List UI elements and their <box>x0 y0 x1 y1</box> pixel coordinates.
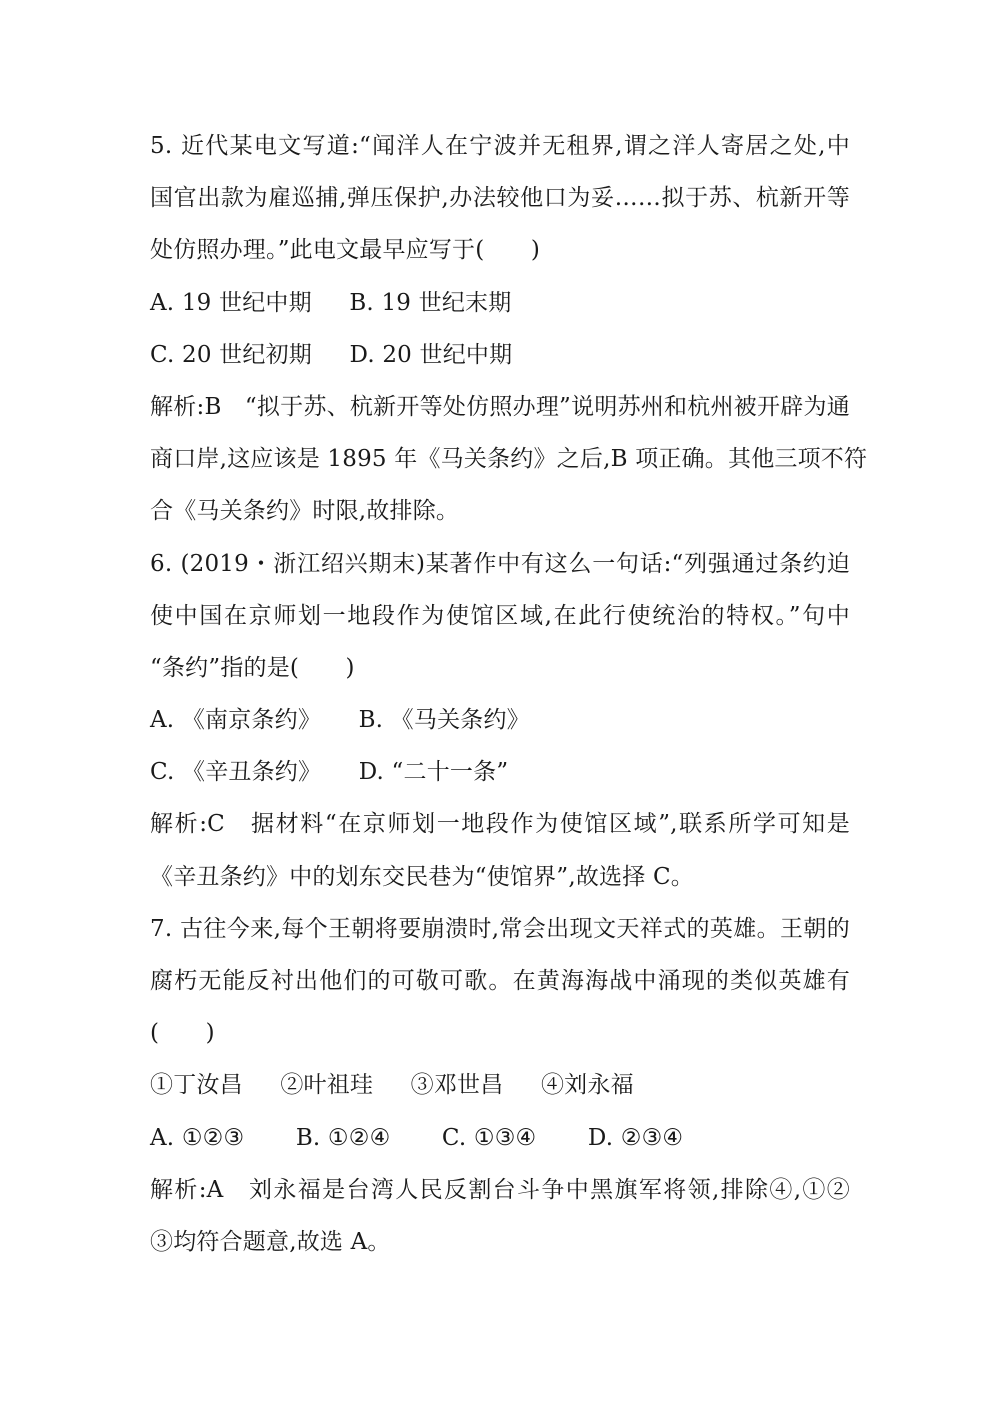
question-stem-line: 6. (2019・浙江绍兴期末)某著作中有这么一句话:“列强通过条约迫 <box>150 550 850 577</box>
question-6 <box>150 538 850 903</box>
item-4: ④刘永福 <box>540 1072 634 1099</box>
question-stem-line: 7. 古往今来,每个王朝将要崩溃时,常会出现文天祥式的英雄。王朝的 <box>150 915 850 942</box>
question-stem-line: “条约”指的是( ) <box>150 654 355 681</box>
option-c: C. 20 世纪初期 <box>150 341 312 368</box>
options-row <box>150 746 850 798</box>
item-1: ①丁汝昌 <box>150 1072 243 1099</box>
option-d: D. ②③④ <box>587 1124 684 1151</box>
question-stem-line: 使中国在京师划一地段作为使馆区域,在此行使统治的特权。”句中 <box>150 602 850 629</box>
options-row <box>150 694 850 746</box>
options-row <box>150 277 850 329</box>
option-a: A. 《南京条约》 <box>150 707 322 734</box>
analysis-line: ③均符合题意,故选 A。 <box>150 1228 391 1255</box>
option-b: B. 19 世纪末期 <box>349 289 512 316</box>
option-c: C. 《辛丑条约》 <box>150 759 322 786</box>
analysis-line: 解析:C 据材料“在京师划一地段作为使馆区域”,联系所学可知是 <box>150 811 850 838</box>
item-2: ②叶祖珪 <box>280 1072 374 1099</box>
option-d: D. 20 世纪中期 <box>349 341 513 368</box>
document-page <box>150 120 868 1268</box>
option-b: B. ①②④ <box>295 1124 391 1151</box>
question-7 <box>150 903 850 1268</box>
question-stem-line: 5. 近代某电文写道:“闻洋人在宁波并无租界,谓之洋人寄居之处,中 <box>150 133 850 159</box>
analysis-line: 解析:A 刘永福是台湾人民反割台斗争中黑旗军将领,排除④,①② <box>150 1176 850 1203</box>
analysis-line: 合《马关条约》时限,故排除。 <box>150 498 460 525</box>
options-row <box>150 1112 850 1164</box>
question-stem-line: ( ) <box>150 1020 215 1047</box>
analysis-line: 商口岸,这应该是 1895 年《马关条约》之后,B 项正确。其他三项不符 <box>150 446 868 473</box>
option-d: D. “二十一条” <box>358 759 509 786</box>
options-row <box>150 329 850 381</box>
items-row <box>150 1059 850 1111</box>
option-c: C. ①③④ <box>441 1124 537 1151</box>
option-a: A. 19 世纪中期 <box>150 289 312 316</box>
analysis-line: 《辛丑条约》中的划东交民巷为“使馆界”,故选择 C。 <box>150 863 694 890</box>
item-3: ③邓世昌 <box>410 1072 504 1099</box>
question-stem-line: 腐朽无能反衬出他们的可敬可歌。在黄海海战中涌现的类似英雄有 <box>150 968 850 994</box>
question-5 <box>150 120 868 538</box>
question-stem-line: 国官出款为雇巡捕,弹压保护,办法较他口为妥……拟于苏、杭新开等 <box>150 185 850 212</box>
option-a: A. ①②③ <box>150 1124 245 1151</box>
analysis-line: 解析:B “拟于苏、杭新开等处仿照办理”说明苏州和杭州被开辟为通 <box>150 393 850 420</box>
option-b: B. 《马关条约》 <box>358 707 530 734</box>
question-stem-line: 处仿照办理。”此电文最早应写于( ) <box>150 237 541 264</box>
